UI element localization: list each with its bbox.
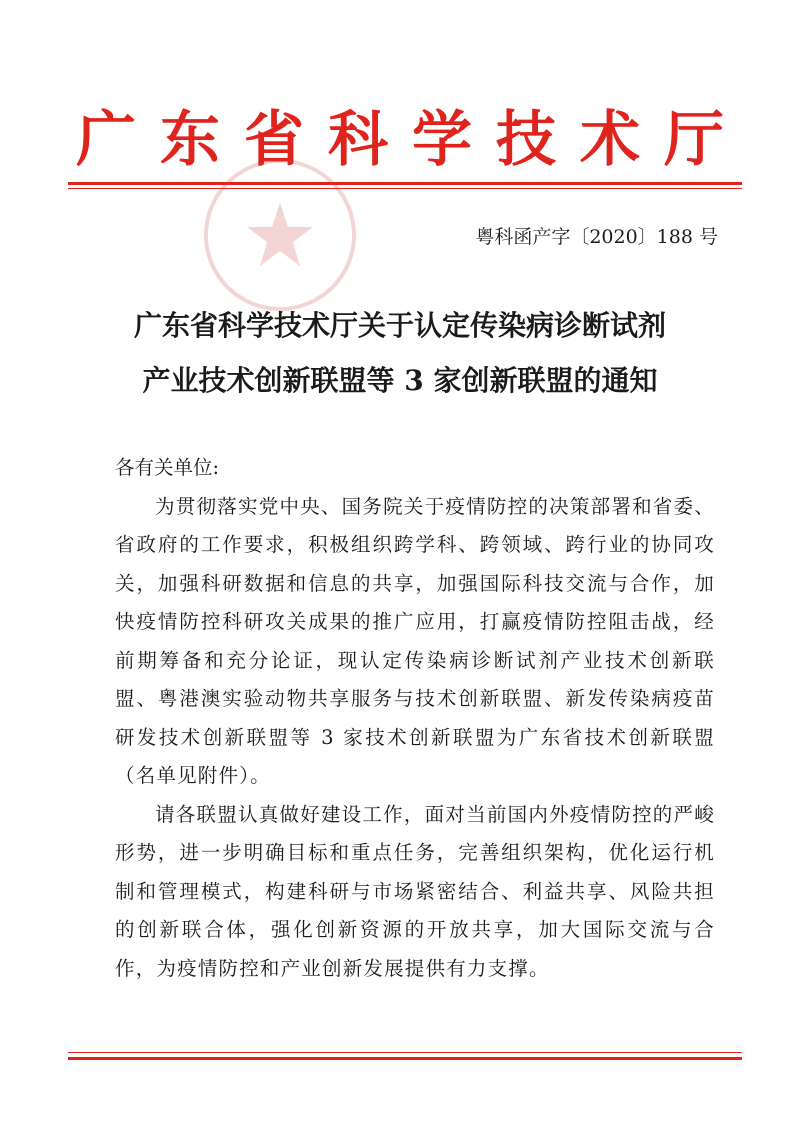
title-line-1: 广东省科学技术厅关于认定传染病诊断试剂 [133,309,666,342]
document-title [0,298,800,408]
greeting: 各有关单位: [115,456,220,479]
paragraph-1: 为贯彻落实党中央、国务院关于疫情防控的决策部署和省委、省政府的工作要求，积极组织跨学科、跨领域、跨行业的协同攻关，加强科研数据和信息的共享，加强国际科技交流与合作，加快疫情防控科研攻关成果的推广应用，打赢疫情防控阻击战，经前期筹备和充分论证，现认定传染病诊断试剂产业技术创新联盟、粤港澳实验动物共享服务与技术创新联盟、新发传染病疫苗研发技术创新联盟等 3 家技术创新联盟为广东省技术创新联盟（名单见附件）。 [115,494,715,787]
title-line-2: 产业技术创新联盟等 3 家创新联盟的通知 [142,364,658,397]
official-seal-icon [200,155,360,315]
document-number: 粤科函产字〔2020〕188 号 [475,226,718,248]
document-body [115,449,715,988]
agency-masthead: 广东省科学技术厅 [76,105,748,175]
header-divider-thick [68,182,742,185]
header-divider-thin [68,188,742,189]
footer-divider-thick [68,1057,742,1060]
paragraph-2: 请各联盟认真做好建设工作，面对当前国内外疫情防控的严峻形势，进一步明确目标和重点任务，完善组织架构，优化运行机制和管理模式，构建科研与市场紧密结合、利益共享、风险共担的创新联合体，强化创新资源的开放共享，加大国际交流与合作，为疫情防控和产业创新发展提供有力支撑。 [115,802,715,980]
footer-divider-thin [68,1052,742,1053]
